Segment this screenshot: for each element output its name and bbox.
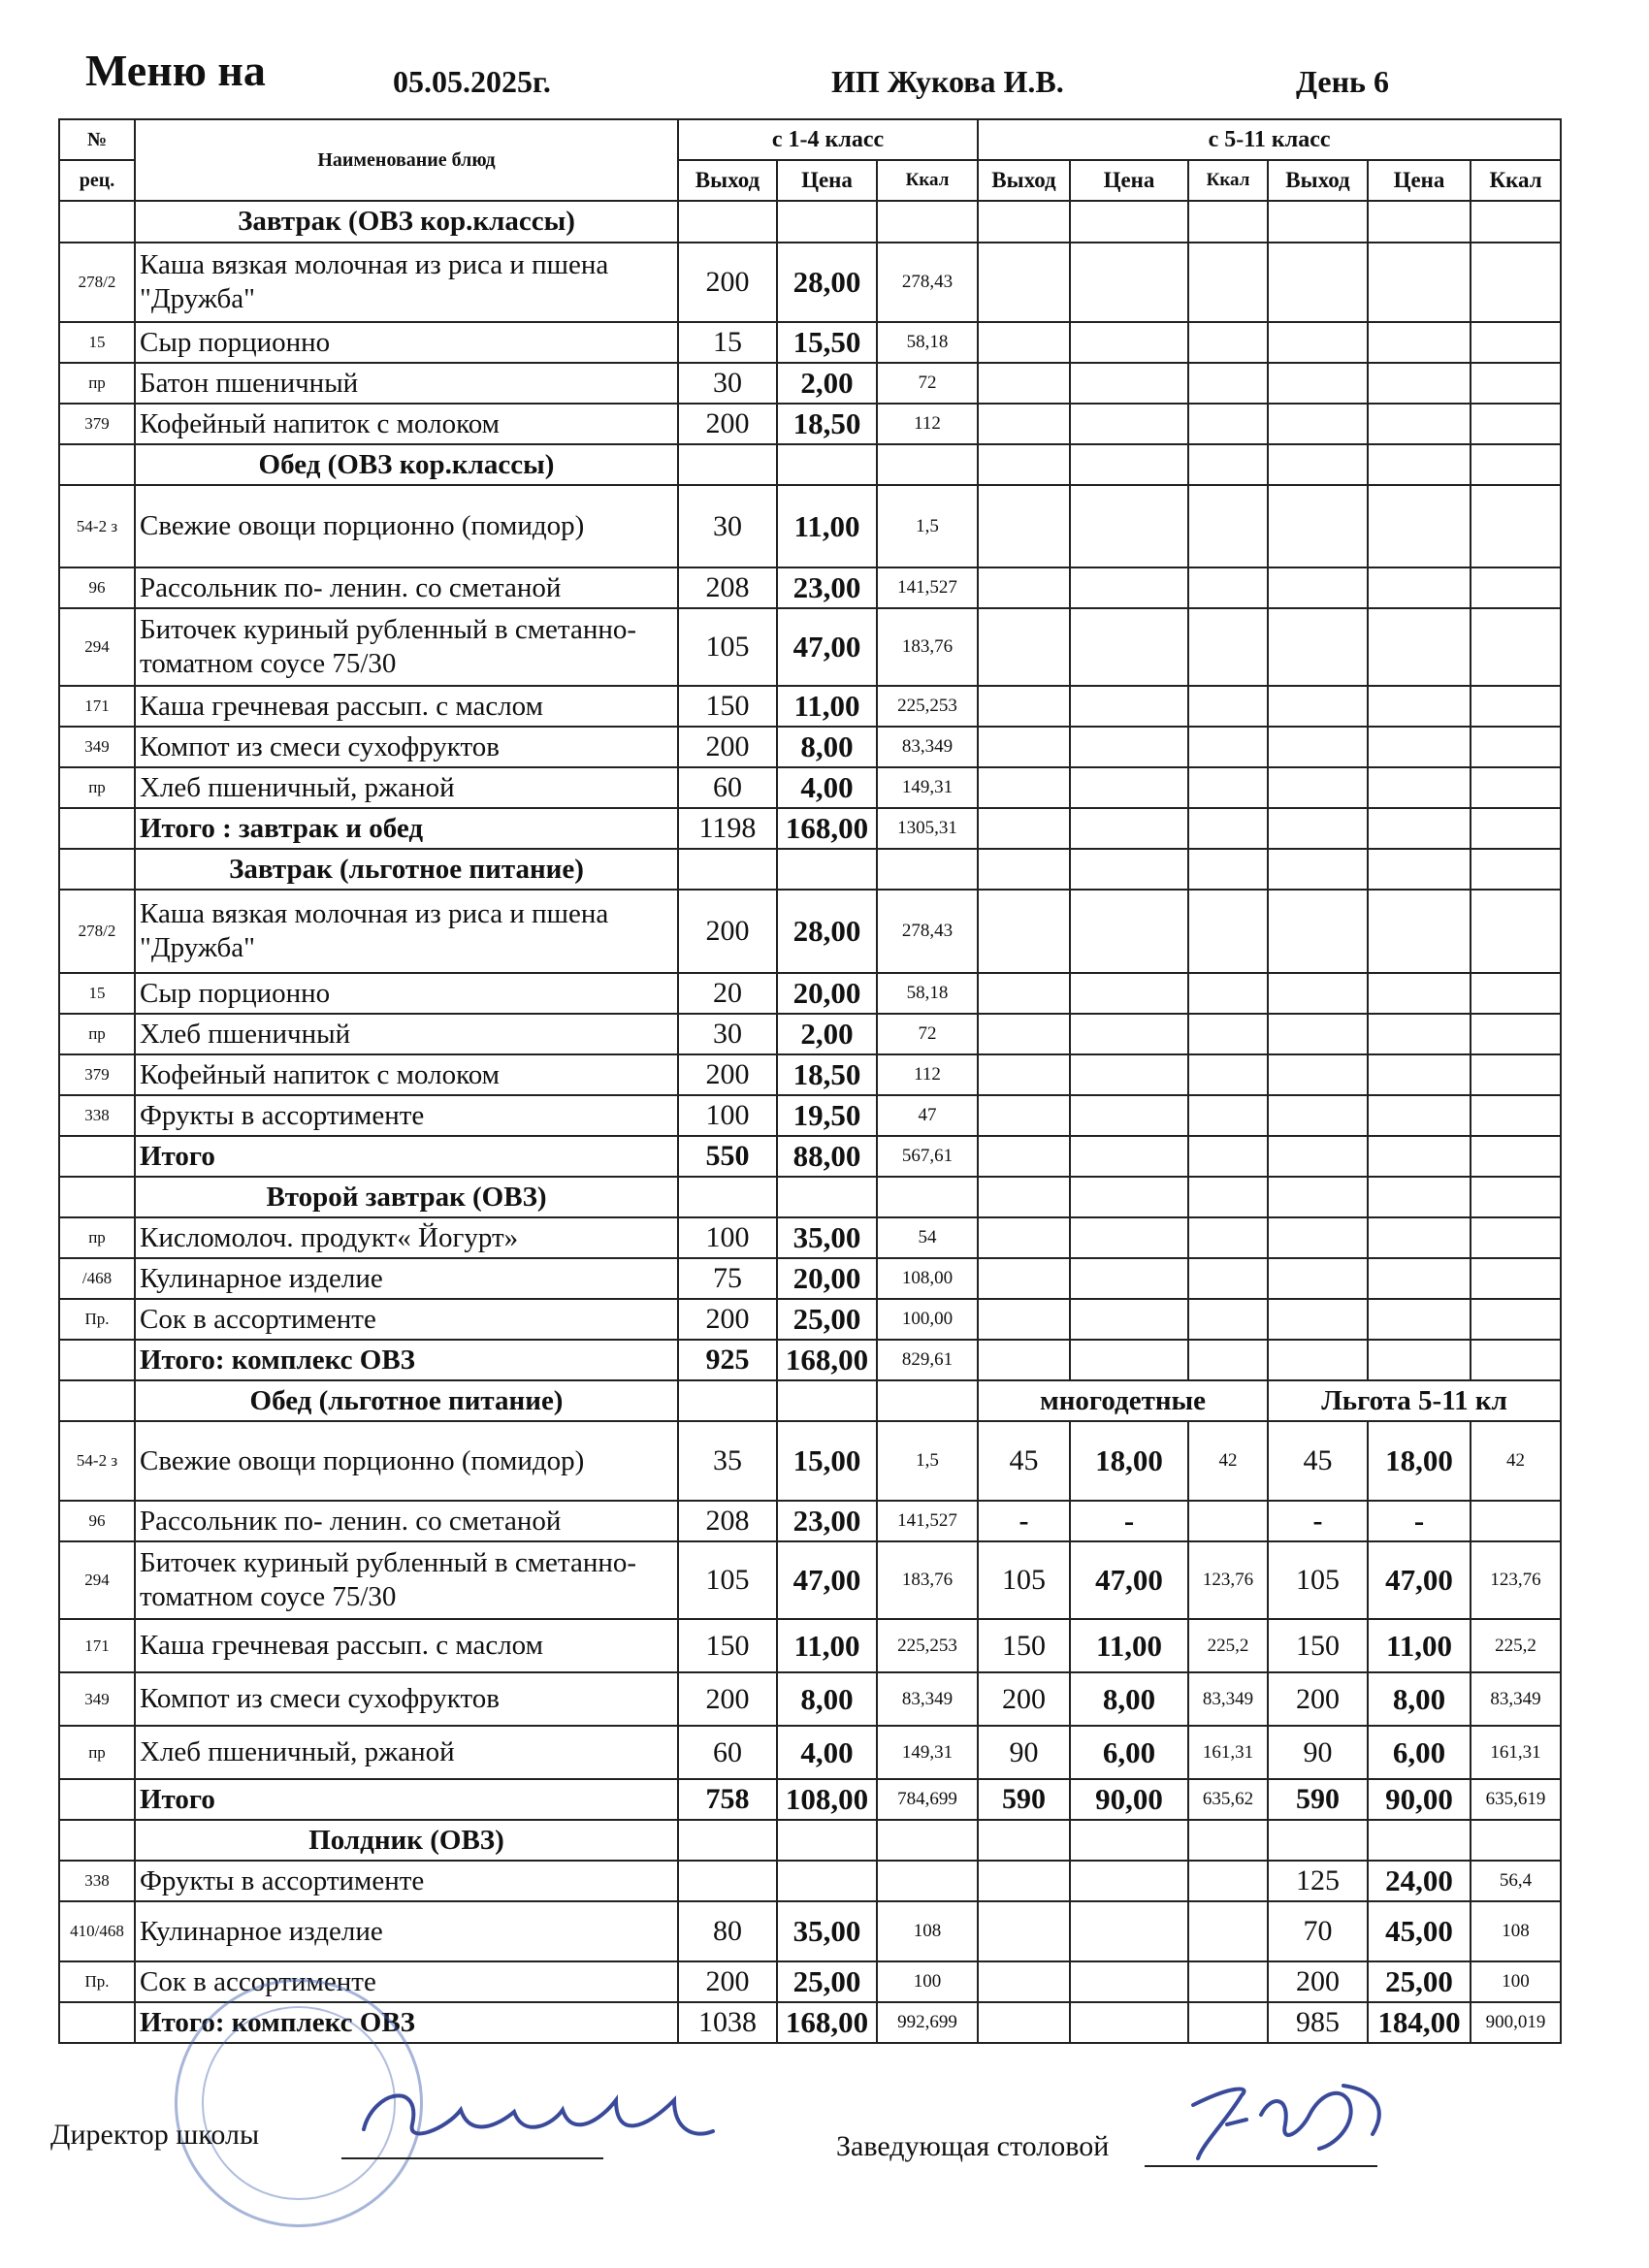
dish-name: Свежие овощи порционно (помидор): [135, 485, 678, 567]
kcal: 278,43: [877, 243, 978, 322]
total-price: 88,00: [777, 1136, 877, 1177]
price: 28,00: [777, 243, 877, 322]
col-out: Выход: [678, 160, 777, 201]
price: 8,00: [1368, 1672, 1471, 1726]
dish-name: Кисломолоч. продукт« Йогурт»: [135, 1217, 678, 1258]
kcal: 100: [1471, 1961, 1561, 2002]
table-row: [59, 608, 1561, 686]
total-out: 550: [678, 1136, 777, 1177]
price: 11,00: [1368, 1619, 1471, 1672]
kcal: 83,349: [877, 1672, 978, 1726]
kcal: 112: [877, 1054, 978, 1095]
kcal: 83,349: [877, 727, 978, 767]
price: 35,00: [777, 1217, 877, 1258]
total-out: 590: [1268, 1779, 1368, 1820]
dish-name: Каша гречневая рассып. с маслом: [135, 1619, 678, 1672]
portion-out: 30: [678, 485, 777, 567]
total-price: 168,00: [777, 808, 877, 849]
kcal: [1188, 1501, 1268, 1541]
dish-name: Сыр порционно: [135, 322, 678, 363]
kcal: 225,2: [1471, 1619, 1561, 1672]
total-out: 1198: [678, 808, 777, 849]
recipe-code: 379: [59, 404, 135, 444]
total-label: Итого: [135, 1779, 678, 1820]
recipe-code: 410/468: [59, 1901, 135, 1961]
recipe-code: 349: [59, 1672, 135, 1726]
kcal: 225,2: [1188, 1619, 1268, 1672]
dish-name: Кулинарное изделие: [135, 1901, 678, 1961]
kcal: [1471, 1501, 1561, 1541]
price: 23,00: [777, 567, 877, 608]
col-price: Цена: [777, 160, 877, 201]
portion-out: 60: [678, 1726, 777, 1779]
dish-name: Кофейный напиток с молоком: [135, 404, 678, 444]
total-kcal: 635,619: [1471, 1779, 1561, 1820]
recipe-code: 294: [59, 608, 135, 686]
portion-out: 15: [678, 322, 777, 363]
dish-name: Сыр порционно: [135, 973, 678, 1014]
price: 2,00: [777, 1014, 877, 1054]
recipe-code: 349: [59, 727, 135, 767]
recipe-code: 278/2: [59, 243, 135, 322]
portion-out: 208: [678, 567, 777, 608]
price: 4,00: [777, 1726, 877, 1779]
table-row: [59, 243, 1561, 322]
organization-name: ИП Жукова И.В.: [831, 64, 1064, 99]
table-row: [59, 1501, 1561, 1541]
portion-out: 90: [978, 1726, 1070, 1779]
portion-out: 30: [678, 363, 777, 404]
dish-name: Компот из смеси сухофруктов: [135, 727, 678, 767]
section-title: Завтрак (ОВЗ кор.классы): [135, 201, 678, 243]
col-no-top: №: [59, 119, 135, 160]
price: 15,50: [777, 322, 877, 363]
dish-name: Рассольник по- ленин. со сметаной: [135, 567, 678, 608]
portion-out: 200: [678, 404, 777, 444]
portion-out: 100: [678, 1095, 777, 1136]
price: 11,00: [777, 1619, 877, 1672]
section-title: Обед (льготное питание): [135, 1380, 678, 1421]
total-price: 108,00: [777, 1779, 877, 1820]
kcal: 225,253: [877, 686, 978, 727]
price: 19,50: [777, 1095, 877, 1136]
kcal: 278,43: [877, 890, 978, 973]
price: 45,00: [1368, 1901, 1471, 1961]
director-signature-stroke: [364, 2095, 713, 2133]
portion-out: 75: [678, 1258, 777, 1299]
table-row: [59, 1726, 1561, 1779]
price: 11,00: [1070, 1619, 1188, 1672]
col-out: Выход: [978, 160, 1070, 201]
price: 24,00: [1368, 1861, 1471, 1901]
kcal: 100: [877, 1961, 978, 2002]
director-signature: [354, 2071, 723, 2158]
kcal: 83,349: [1188, 1672, 1268, 1726]
total-row: [59, 808, 1561, 849]
total-out: 985: [1268, 2002, 1368, 2043]
col-group-5-11: с 5-11 класс: [978, 119, 1561, 160]
kcal: 1,5: [877, 1421, 978, 1501]
portion-out: 45: [1268, 1421, 1368, 1501]
table-row: [59, 1901, 1561, 1961]
recipe-code: 96: [59, 567, 135, 608]
table-row: [59, 1014, 1561, 1054]
kcal: 58,18: [877, 322, 978, 363]
dish-name: Каша вязкая молочная из риса и пшена "Дружба": [135, 890, 678, 973]
price: -: [1070, 1501, 1188, 1541]
canteen-signature: [1174, 2066, 1397, 2173]
recipe-code: Пр.: [59, 1299, 135, 1340]
portion-out: 200: [678, 1054, 777, 1095]
dish-name: Каша вязкая молочная из риса и пшена "Дружба": [135, 243, 678, 322]
dish-name: Фрукты в ассортименте: [135, 1095, 678, 1136]
price: 8,00: [777, 1672, 877, 1726]
kcal: 100,00: [877, 1299, 978, 1340]
col-out: Выход: [1268, 160, 1368, 201]
recipe-code: 379: [59, 1054, 135, 1095]
table-row: [59, 322, 1561, 363]
price: 23,00: [777, 1501, 877, 1541]
price: 18,00: [1368, 1421, 1471, 1501]
table-row: [59, 567, 1561, 608]
col-price: Цена: [1070, 160, 1188, 201]
kcal: 161,31: [1188, 1726, 1268, 1779]
portion-out: 200: [678, 890, 777, 973]
portion-out: 30: [678, 1014, 777, 1054]
price: 18,50: [777, 404, 877, 444]
kcal: 72: [877, 1014, 978, 1054]
col-price: Цена: [1368, 160, 1471, 201]
section-title: Обед (ОВЗ кор.классы): [135, 444, 678, 485]
portion-out: -: [1268, 1501, 1368, 1541]
kcal: 47: [877, 1095, 978, 1136]
table-row: [59, 363, 1561, 404]
table-row: [59, 485, 1561, 567]
total-kcal: 784,699: [877, 1779, 978, 1820]
portion-out: 200: [1268, 1961, 1368, 2002]
kcal: 149,31: [877, 767, 978, 808]
section-title: Завтрак (льготное питание): [135, 849, 678, 890]
kcal: 72: [877, 363, 978, 404]
kcal: 149,31: [877, 1726, 978, 1779]
portion-out: 150: [1268, 1619, 1368, 1672]
price: 20,00: [777, 973, 877, 1014]
subgroup-large-families: многодетные: [978, 1380, 1268, 1421]
price: 25,00: [1368, 1961, 1471, 2002]
portion-out: 80: [678, 1901, 777, 1961]
recipe-code: пр: [59, 767, 135, 808]
total-label: Итого: [135, 1136, 678, 1177]
table-row: [59, 1217, 1561, 1258]
kcal: 141,527: [877, 567, 978, 608]
price: 47,00: [1368, 1541, 1471, 1619]
total-price: 168,00: [777, 2002, 877, 2043]
portion-out: 150: [678, 686, 777, 727]
kcal: 108,00: [877, 1258, 978, 1299]
recipe-code: 338: [59, 1861, 135, 1901]
total-row: [59, 1136, 1561, 1177]
portion-out: 45: [978, 1421, 1070, 1501]
price: 11,00: [777, 485, 877, 567]
col-dish-name: Наименование блюд: [135, 119, 678, 201]
kcal: 42: [1188, 1421, 1268, 1501]
price: [777, 1861, 877, 1901]
document-title: Меню на: [85, 46, 266, 95]
recipe-code: 294: [59, 1541, 135, 1619]
price: 20,00: [777, 1258, 877, 1299]
price: -: [1368, 1501, 1471, 1541]
dish-name: Хлеб пшеничный, ржаной: [135, 767, 678, 808]
kcal: 108: [877, 1901, 978, 1961]
dish-name: Рассольник по- ленин. со сметаной: [135, 1501, 678, 1541]
table-row: [59, 1421, 1561, 1501]
recipe-code: Пр.: [59, 1961, 135, 2002]
table-row: [59, 1299, 1561, 1340]
dish-name: Сок в ассортименте: [135, 1299, 678, 1340]
total-kcal: 829,61: [877, 1340, 978, 1380]
total-out: 590: [978, 1779, 1070, 1820]
table-row: [59, 727, 1561, 767]
recipe-code: /468: [59, 1258, 135, 1299]
dish-name: Фрукты в ассортименте: [135, 1861, 678, 1901]
dish-name: Сок в ассортименте: [135, 1961, 678, 2002]
price: 8,00: [1070, 1672, 1188, 1726]
portion-out: 35: [678, 1421, 777, 1501]
portion-out: 60: [678, 767, 777, 808]
col-kcal: Ккал: [877, 160, 978, 201]
table-row: [59, 1672, 1561, 1726]
kcal: 42: [1471, 1421, 1561, 1501]
price: 8,00: [777, 727, 877, 767]
table-row: [59, 767, 1561, 808]
kcal: 108: [1471, 1901, 1561, 1961]
kcal: 141,527: [877, 1501, 978, 1541]
recipe-code: 54-2 з: [59, 485, 135, 567]
table-row: [59, 973, 1561, 1014]
price: 47,00: [1070, 1541, 1188, 1619]
dish-name: Кофейный напиток с молоком: [135, 1054, 678, 1095]
menu-table: [58, 118, 1562, 2044]
total-out: 1038: [678, 2002, 777, 2043]
section-title: Второй завтрак (ОВЗ): [135, 1177, 678, 1217]
portion-out: -: [978, 1501, 1070, 1541]
total-label: Итого: комплекс ОВЗ: [135, 2002, 678, 2043]
dish-name: Кулинарное изделие: [135, 1258, 678, 1299]
dish-name: Биточек куриный рубленный в сметанно-томатном соусе 75/30: [135, 608, 678, 686]
total-out: 925: [678, 1340, 777, 1380]
price: 47,00: [777, 1541, 877, 1619]
kcal: 112: [877, 404, 978, 444]
kcal: 183,76: [877, 608, 978, 686]
recipe-code: 338: [59, 1095, 135, 1136]
table-row: [59, 1861, 1561, 1901]
recipe-code: пр: [59, 1014, 135, 1054]
table-row: [59, 1619, 1561, 1672]
col-no-bottom: рец.: [59, 160, 135, 201]
recipe-code: 278/2: [59, 890, 135, 973]
kcal: 161,31: [1471, 1726, 1561, 1779]
total-price: 90,00: [1070, 1779, 1188, 1820]
total-row: [59, 1340, 1561, 1380]
menu-date: 05.05.2025г.: [393, 64, 551, 99]
total-price: 184,00: [1368, 2002, 1471, 2043]
total-label: Итого : завтрак и обед: [135, 808, 678, 849]
col-kcal: Ккал: [1188, 160, 1268, 201]
dish-name: Хлеб пшеничный, ржаной: [135, 1726, 678, 1779]
table-row: [59, 1095, 1561, 1136]
price: 25,00: [777, 1299, 877, 1340]
dish-name: Свежие овощи порционно (помидор): [135, 1421, 678, 1501]
canteen-signature-stroke: [1193, 2086, 1379, 2158]
kcal: 123,76: [1188, 1541, 1268, 1619]
recipe-code: 171: [59, 686, 135, 727]
section-title: Полдник (ОВЗ): [135, 1820, 678, 1861]
price: 18,50: [777, 1054, 877, 1095]
price: 11,00: [777, 686, 877, 727]
portion-out: 200: [678, 1672, 777, 1726]
canteen-head-label: Заведующая столовой: [836, 2130, 1110, 2162]
total-price: 168,00: [777, 1340, 877, 1380]
table-row: [59, 404, 1561, 444]
kcal: 183,76: [877, 1541, 978, 1619]
recipe-code: 54-2 з: [59, 1421, 135, 1501]
portion-out: 208: [678, 1501, 777, 1541]
table-row: [59, 890, 1561, 973]
director-label: Директор школы: [50, 2119, 260, 2151]
total-label: Итого: комплекс ОВЗ: [135, 1340, 678, 1380]
portion-out: 200: [1268, 1672, 1368, 1726]
price: 18,00: [1070, 1421, 1188, 1501]
recipe-code: 96: [59, 1501, 135, 1541]
recipe-code: пр: [59, 363, 135, 404]
col-group-1-4: с 1-4 класс: [678, 119, 978, 160]
portion-out: [678, 1861, 777, 1901]
portion-out: 200: [678, 727, 777, 767]
portion-out: 70: [1268, 1901, 1368, 1961]
kcal: [877, 1861, 978, 1901]
kcal: 58,18: [877, 973, 978, 1014]
price: 2,00: [777, 363, 877, 404]
dish-name: Батон пшеничный: [135, 363, 678, 404]
price: 25,00: [777, 1961, 877, 2002]
total-kcal: 635,62: [1188, 1779, 1268, 1820]
portion-out: 105: [1268, 1541, 1368, 1619]
dish-name: Хлеб пшеничный: [135, 1014, 678, 1054]
portion-out: 150: [978, 1619, 1070, 1672]
price: 15,00: [777, 1421, 877, 1501]
portion-out: 105: [678, 608, 777, 686]
price: 4,00: [777, 767, 877, 808]
portion-out: 200: [678, 1299, 777, 1340]
table-row: [59, 1541, 1561, 1619]
table-row: [59, 1054, 1561, 1095]
total-kcal: 1305,31: [877, 808, 978, 849]
recipe-code: пр: [59, 1726, 135, 1779]
kcal: 1,5: [877, 485, 978, 567]
portion-out: 150: [678, 1619, 777, 1672]
recipe-code: 171: [59, 1619, 135, 1672]
portion-out: 200: [978, 1672, 1070, 1726]
recipe-code: 15: [59, 973, 135, 1014]
portion-out: 105: [678, 1541, 777, 1619]
dish-name: Биточек куриный рубленный в сметанно-томатном соусе 75/30: [135, 1541, 678, 1619]
total-row: [59, 1779, 1561, 1820]
total-out: 758: [678, 1779, 777, 1820]
price: 28,00: [777, 890, 877, 973]
portion-out: 200: [678, 243, 777, 322]
recipe-code: пр: [59, 1217, 135, 1258]
kcal: 54: [877, 1217, 978, 1258]
portion-out: 20: [678, 973, 777, 1014]
kcal: 123,76: [1471, 1541, 1561, 1619]
price: 35,00: [777, 1901, 877, 1961]
kcal: 83,349: [1471, 1672, 1561, 1726]
price: 6,00: [1070, 1726, 1188, 1779]
dish-name: Каша гречневая рассып. с маслом: [135, 686, 678, 727]
total-kcal: 567,61: [877, 1136, 978, 1177]
kcal: 56,4: [1471, 1861, 1561, 1901]
price: 47,00: [777, 608, 877, 686]
kcal: 225,253: [877, 1619, 978, 1672]
total-kcal: 992,699: [877, 2002, 978, 2043]
subgroup-benefit-5-11: Льгота 5-11 кл: [1268, 1380, 1561, 1421]
portion-out: 100: [678, 1217, 777, 1258]
price: 6,00: [1368, 1726, 1471, 1779]
table-row: [59, 1258, 1561, 1299]
total-price: 90,00: [1368, 1779, 1471, 1820]
portion-out: 90: [1268, 1726, 1368, 1779]
table-row: [59, 686, 1561, 727]
col-kcal: Ккал: [1471, 160, 1561, 201]
recipe-code: 15: [59, 322, 135, 363]
portion-out: 105: [978, 1541, 1070, 1619]
portion-out: 125: [1268, 1861, 1368, 1901]
total-kcal: 900,019: [1471, 2002, 1561, 2043]
menu-day: День 6: [1296, 64, 1389, 99]
dish-name: Компот из смеси сухофруктов: [135, 1672, 678, 1726]
portion-out: 200: [678, 1961, 777, 2002]
